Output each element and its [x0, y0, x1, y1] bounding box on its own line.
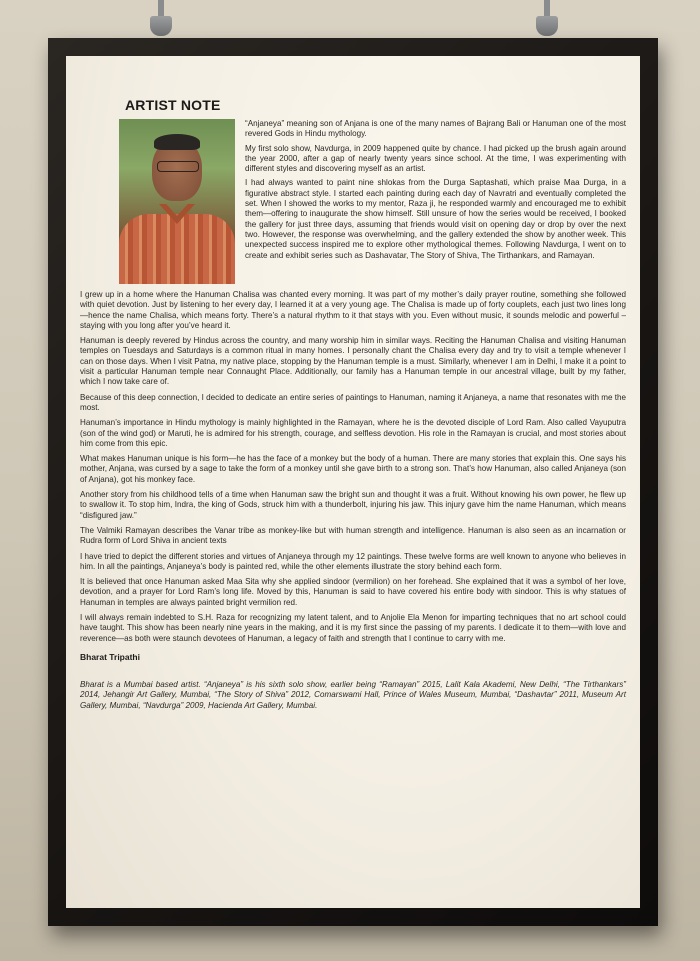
body-paragraph: Hanuman is deeply revered by Hindus across the country, and many worship him in similar ways. Reciting the Hanuman Chalisa and visiting Hanuman temples on Tuesdays and Saturdays is a common ritual in many homes. I personally chant the Chalisa every day and try to visit a temple whenever I can on those days. When I visit Patna, my native place, stopping by the Hanuman temple is a must. Similarly, whenever I am in Delhi, I make it a point to visit a particular Hanuman temple near Connaught Place. Additionally, our family has a Hanuman temple in our ancestral village, built by my father, which I now take care of.	[80, 336, 626, 387]
hanging-hook-right	[536, 0, 558, 38]
body-paragraph: I grew up in a home where the Hanuman Chalisa was chanted every morning. It was part of my mother’s daily prayer routine, something she followed with quiet devotion. Just by listening to her every day, I learned it at a very young age. The Chalisa is made up of forty couplets, each just two lines long—hence the name Chalisa, which means forty. There’s a natural rhythm to it that stays with you. Even without music, it sounds melodic and powerful – staying with you long after you’ve heard it.	[80, 290, 626, 330]
artist-bio: Bharat is a Mumbai based artist. “Anjaneya” is his sixth solo show, earlier being “Ramayan” 2015, Lalit Kala Akademi, New Delhi, “The Tirthankars” 2014, Jehangir Art Gallery, Mumbai, “The Story of Shiva” 2012, Comarswami Hall, Prince of Wales Museum, Mumbai, “Dashavtar” 2011, Museum Art Gallery, Mumbai, “Navdurga” 2009, Hacienda Art Gallery, Mumbai.	[80, 679, 626, 710]
intro-paragraph: I had always wanted to paint nine shlokas from the Durga Saptashati, which praise Maa Durga, in a figurative abstract style. I started each painting during each day of Navratri and eventually completed the set. When I showed the works to my mentor, Raza ji, he responded warmly and encouraged me to exhibit them—offering to inaugurate the show himself. Still unsure of how the series would be received, I booked the gallery for just three days, assuming that friends would visit on opening day or drop by over the next two. However, the response was overwhelming, and the gallery extended the show by another week. This unexpected success inspired me to explore other mythological themes. Following Navdurga, I went on to create and exhibit series such as Dashavatar, The Story of Shiva, The Tirthankars, and Ramayan.	[245, 178, 626, 260]
body-paragraph: Another story from his childhood tells of a time when Hanuman saw the bright sun and thought it was a fruit. Without knowing his own power, he flew up to swallow it. To stop him, Indra, the king of Gods, struck him with a thunderbolt, injuring his jaw. This injury gave him the name Hanuman, which means “disfigured jaw.”	[80, 490, 626, 520]
intro-paragraph: “Anjaneya” meaning son of Anjana is one of the many names of Bajrang Bali or Hanuman one of the most revered Gods in Hindu mythology.	[245, 119, 626, 139]
intro-paragraph: My first solo show, Navdurga, in 2009 happened quite by chance. I had picked up the brush again around the year 2000, after a gap of nearly twenty years since school. At the time, I was experimenting with different styles and discovering myself as an artist.	[245, 143, 626, 174]
body-paragraph: Because of this deep connection, I decided to dedicate an entire series of paintings to Hanuman, naming it Anjaneya, a name that resonates with me the most.	[80, 392, 626, 412]
hanging-hook-left	[150, 0, 172, 38]
artist-note-board	[66, 56, 640, 908]
body-paragraph: I will always remain indebted to S.H. Raza for recognizing my latent talent, and to Anjolie Ela Menon for imparting techniques that no art school could have taught. This show has been nearly nine years in the making, and it is my first since the passing of my parents. I dedicate it to them—with love and reverence—as both were staunch devotees of Hanuman, a legacy of faith and strength that I continue to carry with me.	[80, 613, 626, 643]
artist-signature: Bharat Tripathi	[80, 651, 140, 662]
body-paragraph: I have tried to depict the different stories and virtues of Anjaneya through my 12 paintings. These twelve forms are well known to anyone who believes in him. In all the paintings, Anjaneya’s body is painted red, while the other elements illustrate the story behind each form.	[80, 551, 626, 571]
intro-text	[245, 119, 626, 265]
body-paragraph: It is believed that once Hanuman asked Maa Sita why she applied sindoor (vermilion) on her forehead. She explained that it was a symbol of her love, devotion, and a prayer for Lord Ram’s long life. Moved by this, Hanuman is said to have covered his entire body with sindoor. This is why statues of Hanuman in temples are always painted bright vermilion red.	[80, 577, 626, 607]
note-content	[80, 97, 626, 719]
artist-portrait	[119, 119, 235, 284]
body-paragraph: The Valmiki Ramayan describes the Vanar tribe as monkey-like but with human strength and intelligence. Hanuman is also seen as an incarnation or Rudra form of Lord Shiva in ancient texts	[80, 525, 626, 546]
body-paragraph: Hanuman’s importance in Hindu mythology is mainly highlighted in the Ramayan, where he is the devoted disciple of Lord Ram. Also called Vayuputra (son of the wind god) or Maruti, he is admired for his strength, courage, and selfless devotion. His role in the Ramayan is crucial, and most stories about him come from this epic.	[80, 418, 626, 448]
intro-section	[80, 119, 626, 287]
body-paragraph: What makes Hanuman unique is his form—he has the face of a monkey but the body of a human. There are many stories that explain this. One says his mother, Anjana, was cursed by a sage to take the form of a monkey until she gave birth to a strong son. That’s how Hanuman, also called Anjaneya (son of Anjana), got his monkey face.	[80, 454, 626, 484]
note-heading: ARTIST NOTE	[125, 97, 221, 113]
